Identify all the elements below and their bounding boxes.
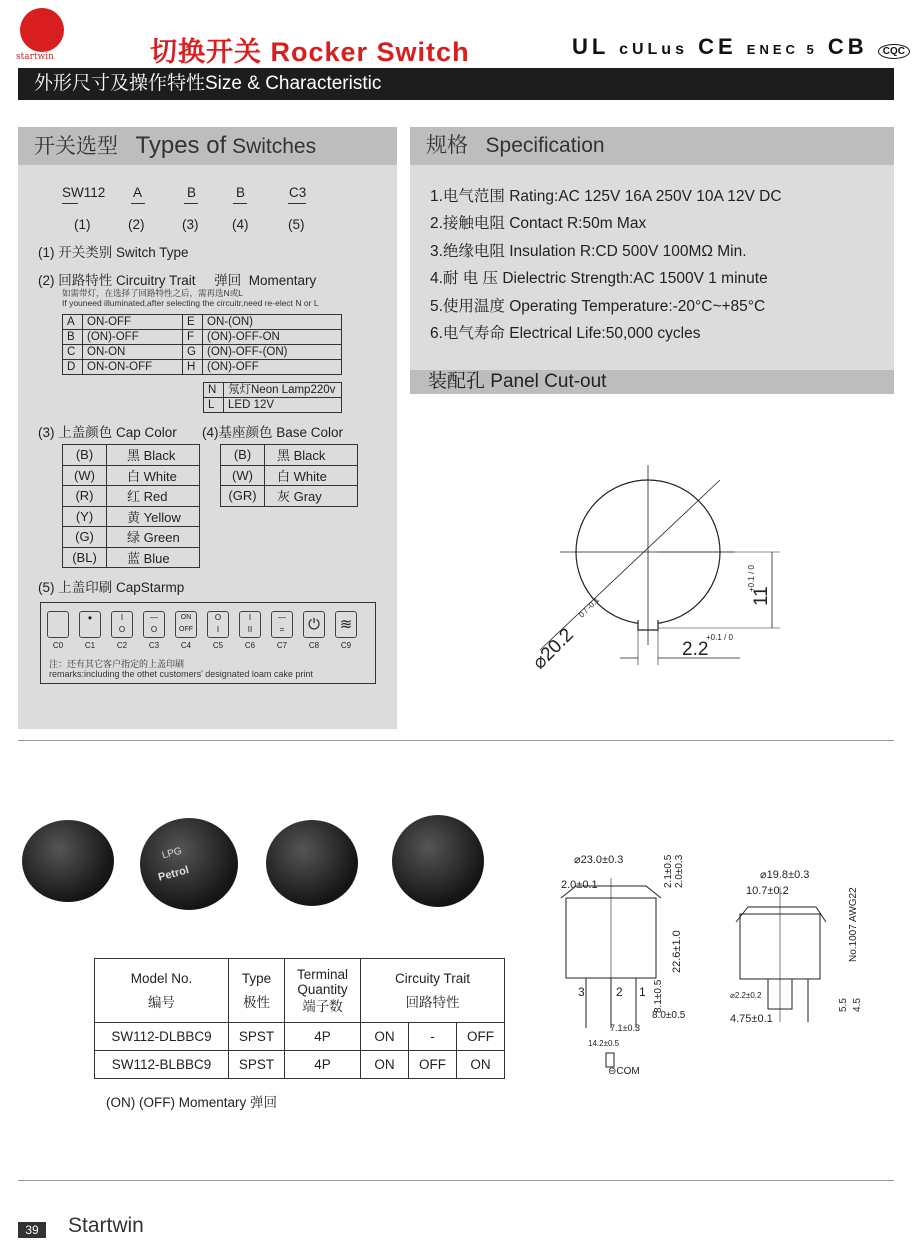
d6-text: 5.5 [838, 998, 849, 1012]
header-circuit: Circuity Trait [394, 970, 470, 986]
product-photo-seat-heat [392, 815, 484, 907]
header-circuit-cn: 回路特性 [405, 994, 460, 1010]
pin1-text: 1 [639, 985, 646, 999]
code-index-5: (5) [288, 217, 305, 232]
table-row: (BL) 蓝 Blue [63, 547, 200, 568]
stamp-label: C5 [212, 641, 224, 650]
stamp-c4: ON OFF [175, 611, 197, 638]
d4-text: 2.0±0.3 [674, 854, 685, 888]
stamp-label: C7 [276, 641, 288, 650]
code-index-4: (4) [232, 217, 249, 232]
cb-mark: CB [827, 34, 868, 59]
d3-text: 2.1±0.5 [663, 854, 674, 888]
photo-text-lpg: LPG [160, 845, 184, 862]
photo-text-petrol: Petrol [156, 864, 191, 884]
header-model-cn: 编号 [148, 994, 175, 1010]
table-row: D ON-ON-OFF H (ON)-OFF [63, 360, 342, 375]
d5-text: 22.6±1.0 [671, 930, 683, 973]
spec-item: 3.绝缘电阻 Insulation R:CD 500V 100MΩ Min. [430, 243, 747, 260]
types-heading-cn: 开关选型 [34, 135, 118, 158]
circuit-trait-table [62, 314, 342, 375]
ce-mark: CE [698, 34, 737, 59]
d2-text: 10.7±0.2 [746, 885, 789, 897]
footer-brand: Startwin [68, 1214, 144, 1237]
stamp-label: C2 [116, 641, 128, 650]
table-row: (B) 黑 Black [221, 445, 358, 466]
pin2-text: 2 [616, 985, 623, 999]
stamp-label: C1 [84, 641, 96, 650]
cqc-mark: CQC [878, 44, 910, 59]
dim-diameter: ⌀20.2 [528, 624, 578, 674]
code-index-3: (3) [182, 217, 199, 232]
stamp-note-en: remarks:including the othet customers' designated loam cake print [49, 669, 313, 679]
code-index-2: (2) [128, 217, 145, 232]
product-photo-lpg [140, 818, 238, 910]
table-row: L LED 12V [204, 398, 342, 413]
culus-mark: cULus [619, 41, 688, 58]
model-table [94, 958, 505, 1079]
dim-width-tol: +0.1 / 0 [706, 633, 733, 642]
illuminated-note-cn: 如需带灯，在选择了回路特性之后，需再选N或L [62, 288, 243, 298]
spec-heading-cn: 规格 [426, 134, 468, 157]
header-terminal: Terminal Quantity [296, 967, 348, 997]
code-index-1: (1) [74, 217, 91, 232]
header-model: Model No. [130, 970, 193, 986]
spec-item: 1.电气范围 Rating:AC 125V 16A 250V 10A 12V DC [430, 188, 782, 205]
dim-width: 2.2 [682, 639, 709, 660]
types-heading [18, 127, 397, 165]
d1-text: ⌀19.8±0.3 [760, 869, 810, 881]
table-row: A ON-OFF E ON-(ON) [63, 315, 342, 330]
types-heading-en-a: Types of [135, 132, 227, 159]
stamp-label: C4 [180, 641, 192, 650]
code-part-3: B [187, 185, 197, 200]
stamp-c9: ≋ [335, 611, 357, 638]
table-row: (B) 黑 Black [63, 445, 200, 466]
header-terminal-cn: 端子数 [302, 999, 343, 1014]
dimension-drawing-2 [728, 862, 868, 1032]
footer-divider [18, 1180, 894, 1181]
table-row: (W) 白 White [63, 465, 200, 486]
types-heading-en-b: Switches [232, 135, 317, 158]
stamp-c0 [47, 611, 69, 638]
d4-text: ⌀2.2±0.2 [730, 991, 762, 1000]
table-row: (G) 绿 Green [63, 527, 200, 548]
com-text: ⊖COM [608, 1066, 640, 1077]
enec-mark: ENEC 5 [746, 42, 818, 57]
d8-text: 7.1±0.3 [610, 1023, 640, 1033]
brand-logo-text: startwin [16, 52, 54, 62]
illuminated-note-en: If youneed illuminated,after selecting the circuitr,need re-elect N or L [62, 298, 319, 308]
base-color-table [220, 444, 358, 507]
base-color-heading: (4)基座颜色 Base Color [202, 425, 344, 440]
d3-text: No.1007 AWG22 [848, 887, 859, 962]
table-row: SW112-DLBBC9 SPST 4P ON - OFF [95, 1023, 505, 1051]
d9-text: 14.2±0.5 [588, 1039, 620, 1048]
stamp-c3: — O [143, 611, 165, 638]
stamp-label: C3 [148, 641, 160, 650]
pin3-text: 3 [578, 985, 585, 999]
cap-stamp-box [40, 602, 376, 684]
stamp-c8: ⏻ [303, 611, 325, 638]
table-row: (R) 红 Red [63, 486, 200, 507]
d7-text: 4.5 [852, 998, 863, 1012]
page-title: 切换开关 Rocker Switch [150, 37, 470, 67]
spec-heading-en: Specification [485, 134, 605, 157]
lamp-table [203, 382, 342, 413]
stamp-c6: I II [239, 611, 261, 638]
cap-stamp-heading: (5) 上盖印刷 CapStarmp [38, 580, 185, 595]
table-row: (GR) 灰 Gray [221, 486, 358, 507]
d6-text: 8.1±0.5 [653, 979, 664, 1013]
cutout-drawing [510, 460, 810, 690]
stamp-c2: I O [111, 611, 133, 638]
page-number: 39 [18, 1222, 46, 1238]
circuitry-label: (2) 回路特性 Circuitry Trait 弹回 Momentary [38, 273, 317, 288]
stamp-label: C6 [244, 641, 256, 650]
stamp-note-cn: 注：还有其它客户指定的上盖印刷 [49, 659, 185, 669]
code-part-4: B [236, 185, 246, 200]
product-photo-seat-fan [266, 820, 358, 906]
stamp-label: C9 [340, 641, 352, 650]
section-title-bar: 外形尺寸及操作特性Size & Characteristic [18, 68, 894, 100]
dimension-drawing-1 [556, 848, 686, 1078]
code-part-1: SW112 [62, 185, 106, 200]
spec-item: 2.接触电阻 Contact R:50m Max [430, 215, 647, 232]
d5-text: 4.75±0.1 [730, 1013, 773, 1025]
cap-color-table [62, 444, 200, 568]
product-photo-heat-seat [22, 820, 114, 902]
momentary-note: (ON) (OFF) Momentary 弹回 [106, 1095, 277, 1110]
spec-item: 6.电气寿命 Electrical Life:50,000 cycles [430, 325, 701, 342]
table-row: C ON-ON G (ON)-OFF-(ON) [63, 345, 342, 360]
code-part-2: A [133, 185, 143, 200]
header-type: Type [241, 970, 272, 986]
stamp-c7: — = [271, 611, 293, 638]
spec-item: 4.耐 电 压 Dielectric Strength:AC 1500V 1 minute [430, 270, 768, 287]
spec-heading [410, 127, 894, 165]
table-row: B (ON)-OFF F (ON)-OFF-ON [63, 330, 342, 345]
table-header-row [95, 959, 505, 1023]
table-row: N 氖灯Neon Lamp220v [204, 383, 342, 398]
certification-marks [572, 34, 910, 60]
brand-logo [20, 8, 64, 52]
table-row: SW112-BLBBC9 SPST 4P ON OFF ON [95, 1051, 505, 1079]
stamp-label: C0 [52, 641, 64, 650]
code-part-5: C3 [289, 185, 307, 200]
stamp-c5: O I [207, 611, 229, 638]
switch-type-label: (1) 开关类别 Switch Type [38, 245, 189, 260]
cap-color-heading: (3) 上盖颜色 Cap Color [38, 425, 177, 440]
spec-item: 5.使用温度 Operating Temperature:-20°C~+85°C [430, 298, 766, 315]
d7-text: 8.0±0.5 [652, 1010, 686, 1021]
section-divider [18, 740, 894, 741]
stamp-c1: • [79, 611, 101, 638]
dim-diameter-tol: 0 / -0.1 [577, 595, 602, 620]
table-row: (Y) 黄 Yellow [63, 506, 200, 527]
dim-height-tol: +0.1 / 0 [747, 565, 756, 592]
d2-text: 2.0±0.1 [561, 879, 598, 891]
cutout-heading: 装配孔 Panel Cut-out [410, 370, 894, 394]
d1-text: ⌀23.0±0.3 [574, 854, 624, 866]
ul-mark: UL [572, 34, 609, 59]
stamp-label: C8 [308, 641, 320, 650]
header-type-cn: 极性 [243, 994, 270, 1010]
dim-height: 11 [751, 586, 772, 606]
table-row: (W) 白 White [221, 465, 358, 486]
